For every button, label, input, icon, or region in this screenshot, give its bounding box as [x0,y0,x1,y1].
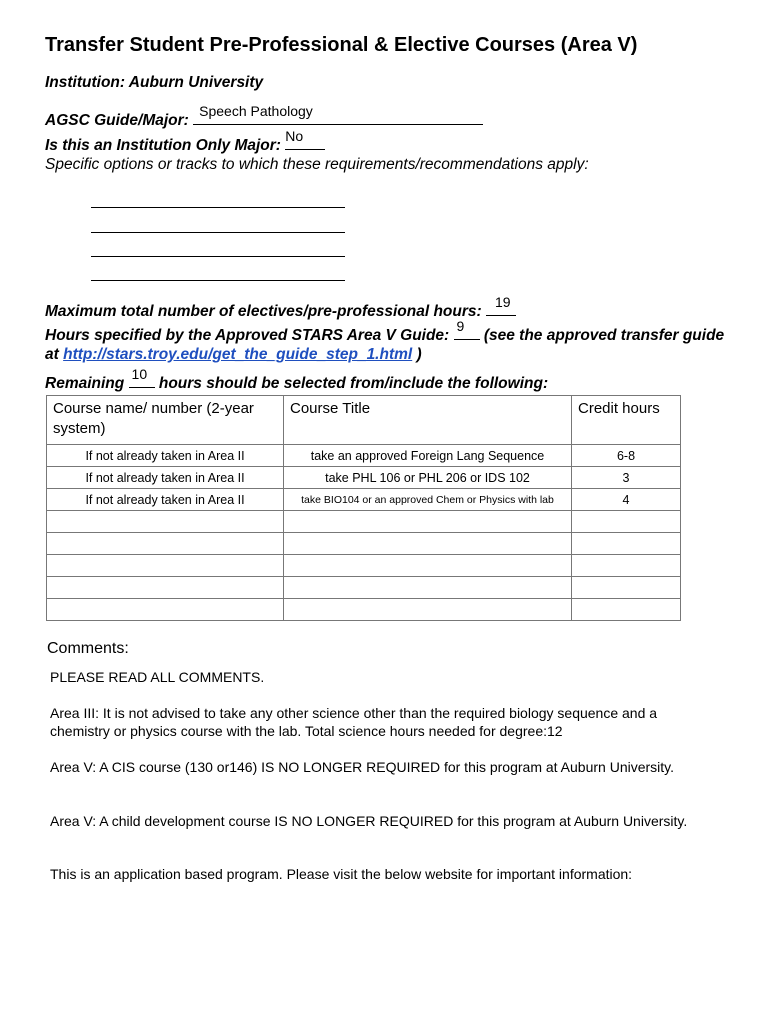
table-header-row [47,396,681,445]
table-cell-empty[interactable] [572,599,681,621]
table-row [47,489,681,511]
courses-table [46,395,681,621]
option-blank-3[interactable] [91,256,345,257]
institution-line [45,74,263,92]
table-cell[interactable]: take an approved Foreign Lang Sequence [284,445,572,467]
institution-only-line [45,128,325,155]
max-hours-field[interactable] [486,294,516,316]
table-cell[interactable]: 4 [572,489,681,511]
close-paren: ) [416,346,422,363]
table-row-empty [47,599,681,621]
comments-label: Comments: [47,640,129,657]
major-field[interactable] [193,103,483,125]
comment-4: Area V: A child development course IS NO LONGER REQUIRED for this program at Auburn University. [50,813,688,829]
table-cell-empty[interactable] [284,533,572,555]
table-cell-empty[interactable] [284,599,572,621]
max-hours-label: Maximum total number of electives/pre-professional hours: [45,303,482,320]
guide-link[interactable]: http://stars.troy.edu/get_the_guide_step_1.html [63,346,413,363]
option-blank-4[interactable] [91,280,345,281]
specified-field[interactable] [454,318,480,340]
max-hours-value: 19 [494,294,511,310]
table-row-empty [47,533,681,555]
column-header-course-title: Course Title [284,396,572,445]
table-cell[interactable]: 6-8 [572,445,681,467]
table-cell-empty[interactable] [47,511,284,533]
major-line [45,103,483,130]
institution-only-field[interactable] [285,128,325,150]
table-cell-empty[interactable] [47,577,284,599]
table-row-empty [47,555,681,577]
remaining-line [45,366,549,393]
table-cell-empty[interactable] [284,511,572,533]
table-cell[interactable]: take PHL 106 or PHL 206 or IDS 102 [284,467,572,489]
options-text: Specific options or tracks to which these requirements/recommendations apply: [45,156,589,173]
institution-only-label: Is this an Institution Only Major: [45,137,281,154]
option-blank-2[interactable] [91,232,345,233]
institution-only-value: No [285,128,304,144]
table-row [47,445,681,467]
column-header-course-name: Course name/ number (2-year system) [47,396,284,445]
table-cell-empty[interactable] [47,555,284,577]
table-cell-empty[interactable] [572,577,681,599]
specified-hours-line [45,318,725,345]
guide-url-line [45,346,422,364]
comment-2: Area III: It is not advised to take any other science other than the required biology sequence and a chemistry or physics course with the lab. Total science hours needed for degree:12 [50,705,658,739]
specified-note: (see the approved transfer guide [483,327,725,344]
table-cell-empty[interactable] [572,511,681,533]
table-cell-empty[interactable] [572,533,681,555]
page-title: Transfer Student Pre-Professional & Elective Courses (Area V) [45,34,638,56]
max-hours-line [45,294,516,321]
specified-label: Hours specified by the Approved STARS Area V Guide: [45,327,450,344]
table-cell[interactable]: If not already taken in Area II [47,467,284,489]
comment-1: PLEASE READ ALL COMMENTS. [50,669,265,685]
remaining-label: Remaining [45,375,125,392]
major-label: AGSC Guide/Major: [45,112,189,129]
at-label: at [45,346,59,363]
table-cell-empty[interactable] [47,533,284,555]
table-cell-empty[interactable] [572,555,681,577]
table-cell[interactable]: 3 [572,467,681,489]
column-header-credit-hours: Credit hours [572,396,681,445]
institution-label: Institution: [45,74,126,91]
table-cell[interactable]: If not already taken in Area II [47,445,284,467]
comment-3: Area V: A CIS course (130 or146) IS NO LONGER REQUIRED for this program at Auburn University. [50,759,675,775]
remaining-value: 10 [131,366,148,382]
comment-5: This is an application based program. Please visit the below website for important information: [50,866,633,882]
table-cell-empty[interactable] [47,599,284,621]
table-cell-empty[interactable] [284,577,572,599]
institution-value: Auburn University [128,74,264,91]
remaining-field[interactable] [129,366,155,388]
table-row [47,467,681,489]
specified-value: 9 [456,318,465,334]
table-cell[interactable]: If not already taken in Area II [47,489,284,511]
table-cell[interactable]: take BIO104 or an approved Chem or Physics with lab [284,489,572,511]
table-row-empty [47,577,681,599]
major-value: Speech Pathology [199,103,313,119]
remaining-text: hours should be selected from/include the following: [158,375,549,392]
table-cell-empty[interactable] [284,555,572,577]
option-blank-1[interactable] [91,207,345,208]
table-row-empty [47,511,681,533]
